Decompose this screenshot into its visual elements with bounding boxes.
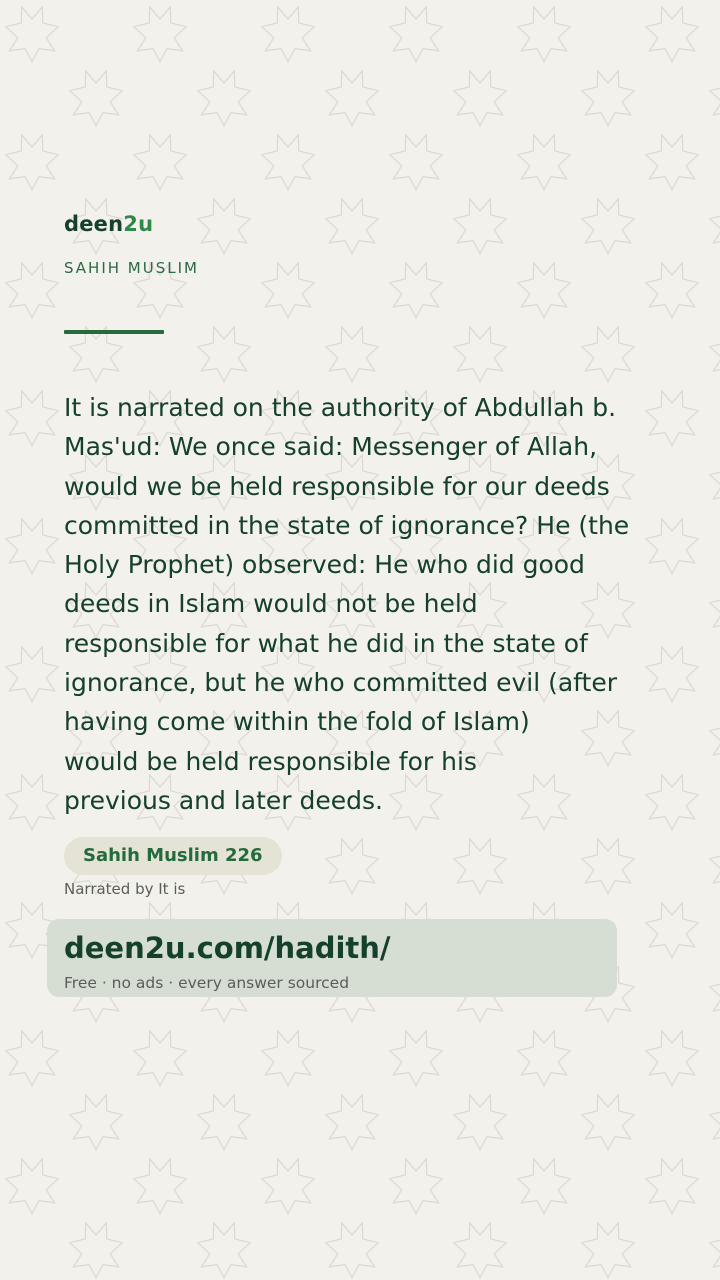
hadith-line: It is narrated on the authority of Abdullah b.	[64, 393, 617, 422]
hadith-line: would be held responsible for his	[64, 746, 477, 776]
hadith-line: deeds in Islam would not be held	[64, 589, 478, 619]
hadith-line: having come within the fold of Islam)	[64, 707, 530, 737]
reference-badge: Sahih Muslim 226	[64, 837, 282, 875]
hadith-line: would we be held responsible for our deeds	[64, 471, 610, 501]
hadith-line: previous and later deeds.	[64, 785, 383, 815]
hadith-line: responsible for what he did in the state of	[64, 628, 588, 658]
narrator-text: Narrated by It is	[64, 880, 186, 898]
divider	[64, 330, 164, 334]
cta-tagline: Free · no ads · every answer sourced	[64, 974, 350, 992]
hadith-line: committed in the state of ignorance? He (the	[64, 510, 630, 540]
brand-name-accent: 2u	[123, 212, 154, 236]
brand-name-main: deen	[64, 212, 124, 236]
hadith-line: Mas'ud: We once said: Messenger of Allah,	[64, 432, 598, 462]
brand-logo	[64, 212, 153, 236]
cta-url-link[interactable]: deen2u.com/hadith/	[64, 931, 391, 965]
cta-banner[interactable]	[47, 919, 617, 997]
collection-label: SAHIH MUSLIM	[64, 259, 199, 277]
hadith-text	[64, 388, 664, 820]
hadith-line: ignorance, but he who committed evil (after	[64, 668, 617, 698]
hadith-line: Holy Prophet) observed: He who did good	[64, 550, 585, 580]
